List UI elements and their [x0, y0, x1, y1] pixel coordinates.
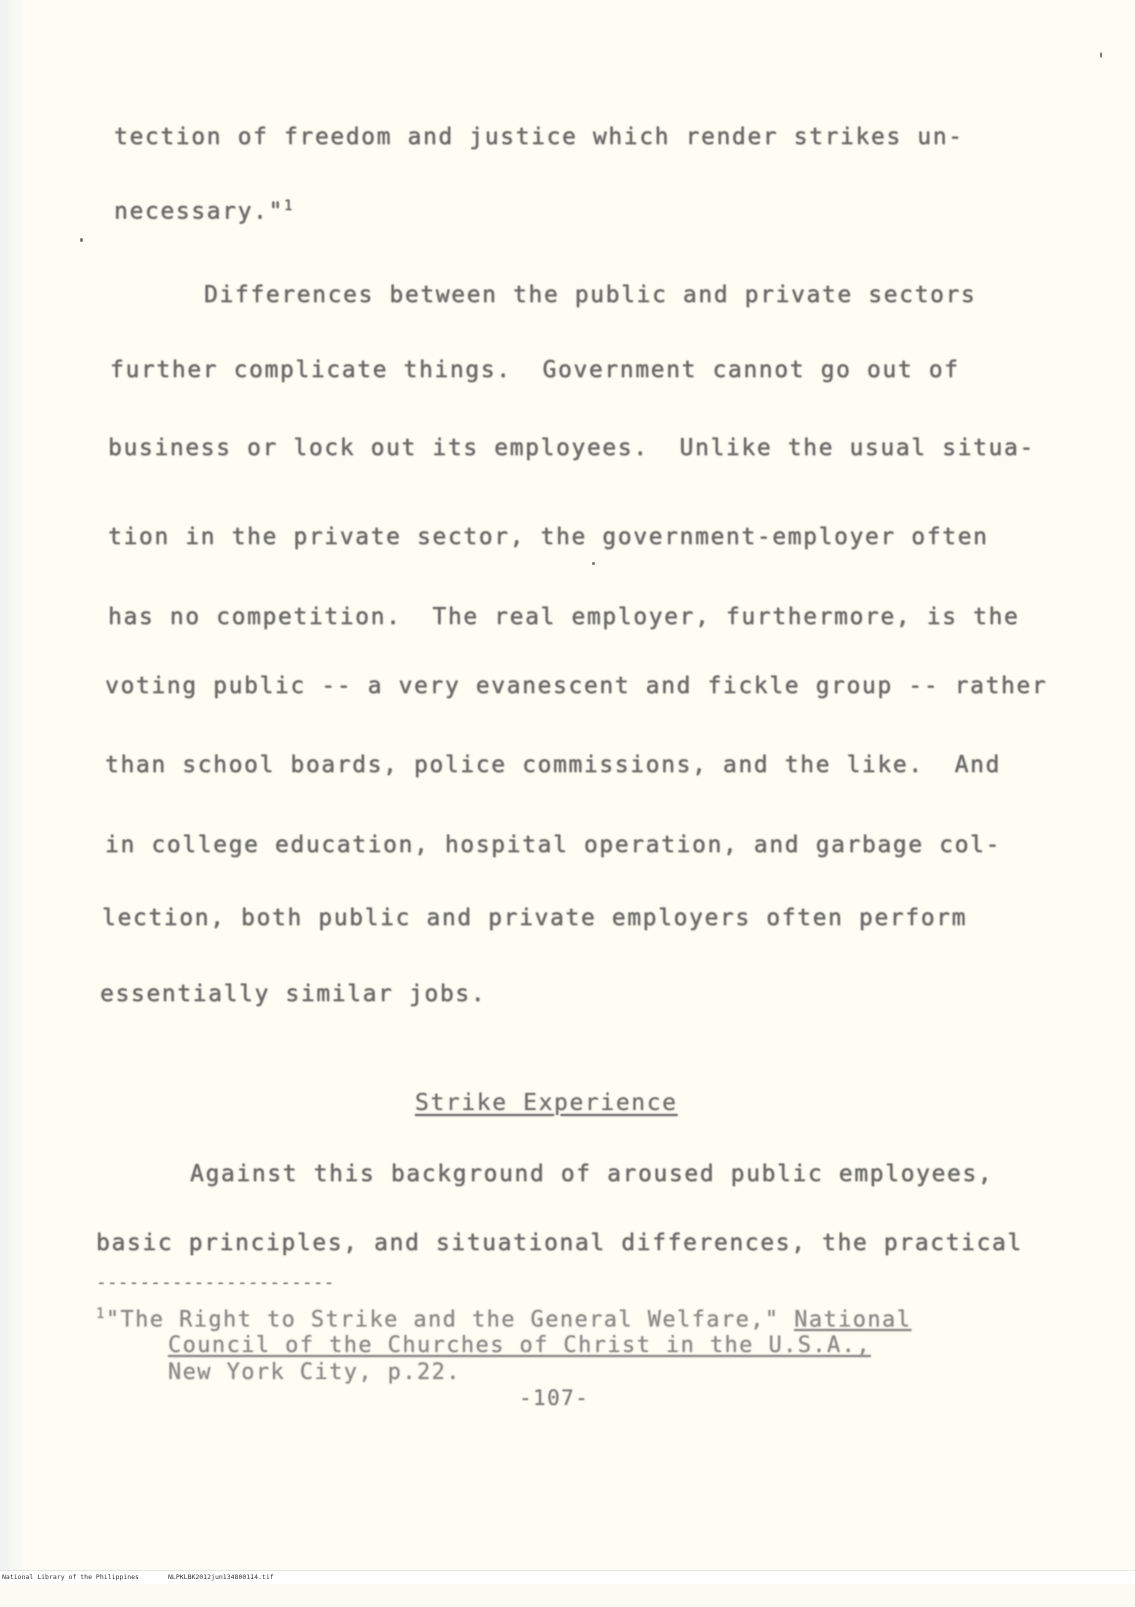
paragraph-2-line-1: Differences between the public and private sectors: [204, 282, 977, 308]
body-line-1: tection of freedom and justice which render strikes un-: [114, 124, 964, 150]
paragraph-2-line-2: further complicate things. Government cannot go out of: [110, 357, 960, 383]
page-number: -107-: [519, 1386, 590, 1410]
paragraph-2-line-9: lection, both public and private employers often perform: [102, 905, 968, 931]
section-line-1: Against this background of aroused public employees,: [190, 1161, 994, 1187]
section-heading: Strike Experience: [415, 1090, 678, 1116]
paragraph-2-line-8: in college education, hospital operation, and garbage col-: [105, 832, 1001, 858]
paragraph-2-line-3: business or lock out its employees. Unlike the usual situa-: [108, 435, 1035, 461]
footnote-rule: ----------------------: [96, 1272, 335, 1293]
ink-speck: [592, 562, 595, 565]
body-line-2: [114, 198, 294, 225]
paragraph-2-line-10: essentially similar jobs.: [100, 981, 487, 1007]
paragraph-2-line-7: than school boards, police commissions, and the like. And: [105, 752, 1001, 778]
footnote-title: "The Right to Strike and the General Welfare,": [105, 1307, 780, 1333]
paragraph-2-line-6: voting public -- a very evanescent and fickle group -- rather: [105, 673, 1048, 699]
footnote-line-3: New York City, p.22.: [168, 1360, 461, 1385]
footnote-line-1: [96, 1306, 911, 1332]
footnote-line-2: Council of the Churches of Christ in the U.S.A.,: [168, 1333, 871, 1358]
typewritten-page: [22, 0, 1135, 1570]
paragraph-2-line-4: tion in the private sector, the government-employer often: [108, 524, 989, 550]
scan-edge: [0, 0, 22, 1570]
body-line-2-text: necessary.": [114, 198, 284, 225]
ink-speck: [80, 238, 83, 242]
section-line-2: basic principles, and situational differences, the practical: [96, 1230, 1023, 1256]
footnote-reference: 1: [283, 198, 294, 214]
footnote-publisher-start: National: [794, 1307, 912, 1333]
footnote-number: 1: [96, 1306, 106, 1322]
footer-filename: NLPKLBK2012jun134800114.tif: [168, 1573, 274, 1581]
footer-library: National Library of the Philippines: [2, 1573, 139, 1581]
paragraph-2-line-5: has no competition. The real employer, furthermore, is the: [108, 604, 1020, 630]
scan-footer: [0, 1570, 1135, 1584]
ink-speck: [1100, 52, 1102, 58]
